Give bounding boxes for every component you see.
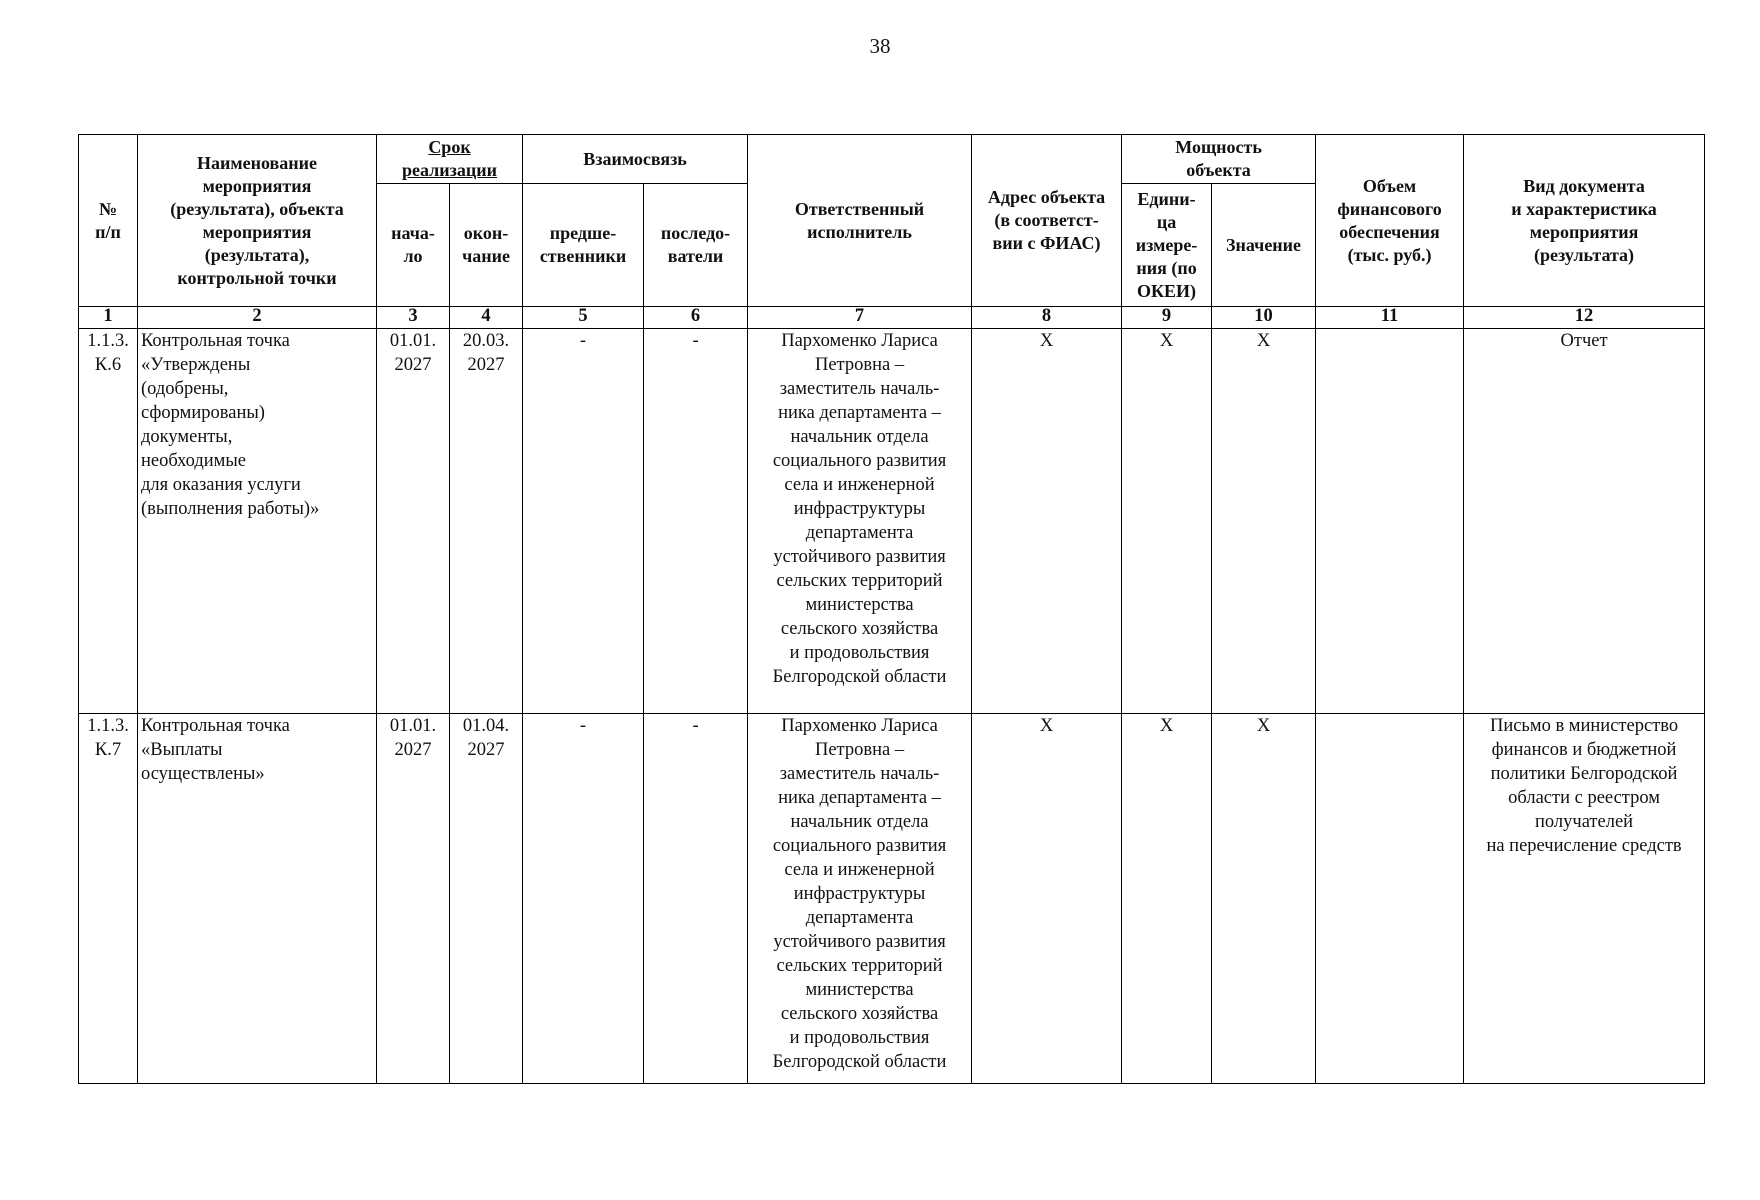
column-number-row [79,307,1705,329]
column-number: 4 [450,307,523,329]
header-num: № п/п [79,135,138,307]
column-number: 7 [748,307,972,329]
header-doc: Вид документа и характеристика мероприятия (результата) [1464,135,1705,307]
cell-end: 01.04. 2027 [450,714,523,1084]
cell-prev: - [523,714,644,1084]
column-number: 5 [523,307,644,329]
header-name: Наименование мероприятия (результата), объекта мероприятия (результата), контрольной точки [138,135,377,307]
header-relation: Взаимосвязь [523,135,748,184]
header-capacity-value: Значение [1212,184,1316,307]
header-capacity: Мощность объекта [1122,135,1316,184]
column-number: 2 [138,307,377,329]
header-period-end: окон- чание [450,184,523,307]
column-number: 10 [1212,307,1316,329]
page-number: 38 [869,34,891,58]
cell-responsible: Пархоменко Лариса Петровна – заместитель началь- ника департамента – начальник отдела социального развития села и инженерной инфраструктуры департамента устойчивого развития сельских территорий министерства сельского хозяйства и продовольствия Белгородской области [748,328,972,713]
column-number: 12 [1464,307,1705,329]
cell-next: - [644,714,748,1084]
cell-end: 20.03. 2027 [450,328,523,713]
column-number: 8 [972,307,1122,329]
cell-doc: Письмо в министерство финансов и бюджетной политики Белгородской области с реестром получателей на перечисление средств [1464,714,1705,1084]
cell-value: Х [1212,328,1316,713]
cell-num: 1.1.3. К.7 [79,714,138,1084]
cell-name: Контрольная точка «Выплаты осуществлены» [138,714,377,1084]
header-period-start: нача- ло [377,184,450,307]
cell-address: Х [972,714,1122,1084]
cell-name: Контрольная точка «Утверждены (одобрены, сформированы) документы, необходимые для оказания услуги (выполнения работы)» [138,328,377,713]
cell-doc: Отчет [1464,328,1705,713]
column-number: 3 [377,307,450,329]
header-finance: Объем финансового обеспечения (тыс. руб.) [1316,135,1464,307]
header-address: Адрес объекта (в соответст- вии с ФИАС) [972,135,1122,307]
cell-address: Х [972,328,1122,713]
header-relation-prev: предше- ственники [523,184,644,307]
cell-finance [1316,328,1464,713]
table-row [79,328,1705,713]
header-responsible: Ответственный исполнитель [748,135,972,307]
column-number: 9 [1122,307,1212,329]
cell-start: 01.01. 2027 [377,714,450,1084]
header-capacity-unit: Едини- ца измере- ния (по ОКЕИ) [1122,184,1212,307]
plan-table [78,134,1705,1084]
column-number: 11 [1316,307,1464,329]
header-period: Срок реализации [377,135,523,184]
column-number: 6 [644,307,748,329]
cell-num: 1.1.3. К.6 [79,328,138,713]
cell-finance [1316,714,1464,1084]
cell-start: 01.01. 2027 [377,328,450,713]
cell-value: Х [1212,714,1316,1084]
cell-unit: Х [1122,328,1212,713]
column-number: 1 [79,307,138,329]
header-row [79,135,1705,184]
cell-responsible: Пархоменко Лариса Петровна – заместитель началь- ника департамента – начальник отдела социального развития села и инженерной инфраструктуры департамента устойчивого развития сельских территорий министерства сельского хозяйства и продовольствия Белгородской области [748,714,972,1084]
header-relation-next: последо- ватели [644,184,748,307]
table-row [79,714,1705,1084]
cell-unit: Х [1122,714,1212,1084]
cell-next: - [644,328,748,713]
cell-prev: - [523,328,644,713]
